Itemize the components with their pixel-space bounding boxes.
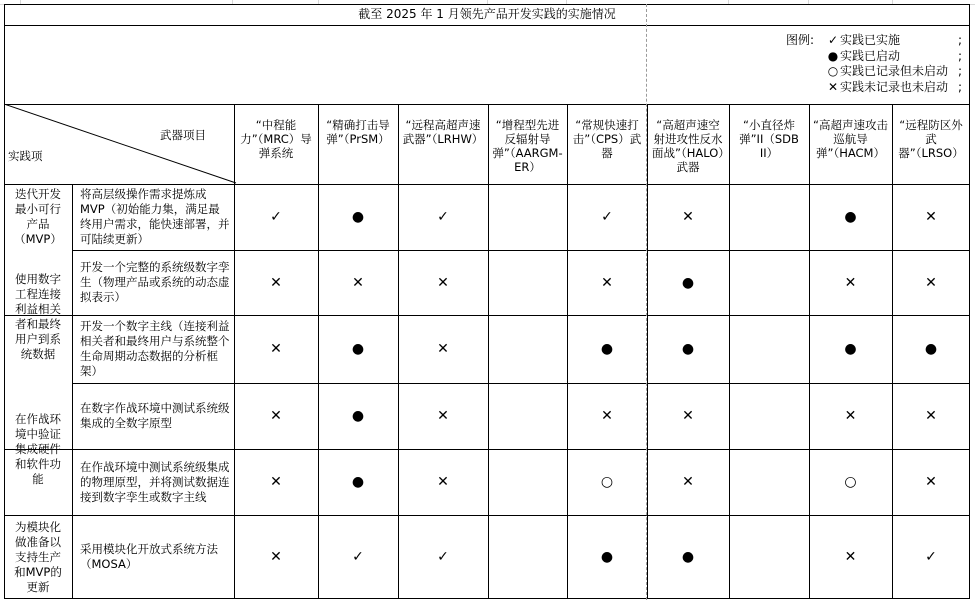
weapon-header: “远程防区外武器”（LRSO） (898, 118, 964, 160)
cross-icon: ✕ (270, 474, 282, 490)
legend-text: 实践未记录也未启动 (840, 79, 949, 94)
filled-circle-icon: ● (681, 274, 695, 291)
cross-icon: ✕ (925, 274, 937, 291)
cross-icon: ✕ (270, 549, 282, 565)
cross-icon: ✕ (437, 274, 449, 291)
page-break-marker (646, 4, 647, 600)
filled-circle-icon: ● (351, 209, 365, 225)
practice-description: 采用模块化开放式系统方法（MOSA） (80, 542, 218, 571)
cross-icon: ✕ (682, 408, 694, 424)
open-circle-icon: ○ (844, 474, 857, 490)
cross-icon: ✕ (925, 209, 937, 225)
cross-icon: ✕ (270, 274, 282, 291)
legend-text: 实践已启动 (840, 48, 901, 63)
check-icon: ✓ (437, 549, 449, 565)
cross-icon: ✕ (844, 408, 857, 424)
filled-circle-icon: ● (351, 341, 365, 357)
weapons-axis-label: 武器项目 (160, 128, 206, 142)
cross-icon: ✕ (682, 474, 694, 490)
practice-category: 使用数字工程连接利益相关者和最终用户到系统数据 (15, 271, 61, 361)
legend-cross-icon: ✕ (827, 79, 839, 94)
empty-cell (488, 383, 567, 449)
check-icon: ✓ (270, 209, 282, 225)
cross-icon: ✕ (844, 549, 857, 565)
legend-check-icon: ✓ (827, 33, 839, 47)
empty-cell (729, 383, 809, 449)
empty-cell (488, 250, 567, 315)
practice-description: 开发一个完整的系统级数字孪生（物理产品或系统的动态虚拟表示） (80, 260, 230, 304)
legend-filled-circle-icon: ● (827, 48, 839, 63)
legend-row: ○ 实践已记录但未启动 ; (827, 64, 963, 78)
check-icon: ✓ (352, 549, 364, 565)
check-icon: ✓ (925, 549, 937, 565)
empty-cell (488, 449, 567, 515)
practice-description: 将高层级操作需求提炼成MVP（初始能力集，满足最终用户需求，能快速部署，并可陆续更新） (80, 187, 230, 246)
filled-circle-icon: ● (681, 549, 695, 565)
legend-row: ✕ 实践未记录也未启动 ; (827, 79, 963, 94)
legend-open-circle-icon: ○ (827, 64, 839, 78)
weapon-header: “增程型先进反辐射导弹”（AARGM-ER） (492, 118, 563, 174)
weapon-header: “常规快速打击”（CPS）武器 (572, 118, 642, 160)
legend (786, 33, 966, 95)
legend-text: 实践已记录但未启动 (840, 64, 949, 78)
filled-circle-icon: ● (351, 408, 365, 424)
empty-cell (729, 315, 809, 383)
practice-description: 在数字作战环境中测试系统级集成的全数字原型 (80, 401, 230, 430)
filled-circle-icon: ● (351, 474, 365, 490)
check-icon: ✓ (601, 209, 613, 225)
cross-icon: ✕ (437, 408, 449, 424)
table-title: 截至 2025 年 1 月领先产品开发实践的实施情况 (4, 4, 970, 26)
empty-cell (729, 515, 809, 599)
weapon-header: “小直径炸弹”II（SDB II） (739, 118, 799, 160)
empty-cell (488, 515, 567, 599)
practice-description: 在作战环境中测试系统级集成的物理原型，并将测试数据连接到数字孪生或数字主线 (80, 459, 230, 504)
weapon-header: “中程能力”（MRC）导弹系统 (240, 118, 312, 160)
header-diagonal-line (4, 104, 237, 184)
practice-category: 在作战环境中验证集成硬件和软件功能 (15, 411, 61, 486)
legend-text: 实践已实施 (840, 33, 901, 47)
cross-icon: ✕ (270, 341, 282, 357)
cross-icon: ✕ (352, 274, 364, 291)
empty-cell (729, 449, 809, 515)
filled-circle-icon: ● (600, 549, 614, 565)
cross-icon: ✕ (601, 408, 613, 424)
check-icon: ✓ (437, 209, 449, 225)
open-circle-icon: ○ (600, 474, 614, 490)
empty-cell (488, 184, 567, 250)
cross-icon: ✕ (844, 274, 857, 291)
filled-circle-icon: ● (600, 341, 614, 357)
practice-axis-label: 实践项 (8, 149, 43, 163)
weapon-header: “精确打击导弹”（PrSM） (326, 118, 390, 146)
practice-category: 为模块化做准备以支持生产和MVP的更新 (14, 519, 62, 594)
cross-icon: ✕ (601, 274, 613, 291)
cross-icon: ✕ (437, 341, 449, 357)
practice-description: 开发一个数字主线（连接利益相关者和最终用户与系统整个生命周期动态数据的分析框架） (80, 319, 230, 378)
filled-circle-icon: ● (924, 341, 938, 357)
filled-circle-icon: ● (844, 209, 857, 225)
legend-row: 图例: ✓ 实践已实施 ; (786, 33, 963, 47)
empty-cell (729, 184, 809, 250)
cross-icon: ✕ (925, 474, 937, 490)
empty-cell (488, 315, 567, 383)
header-top-rule (4, 104, 970, 105)
cross-icon: ✕ (270, 408, 282, 424)
weapon-header: “高超声速攻击巡航导弹”（HACM） (813, 118, 888, 160)
cross-icon: ✕ (437, 474, 449, 490)
legend-label: 图例: (786, 33, 815, 47)
filled-circle-icon: ● (681, 341, 695, 357)
weapon-header: “高超声速空射进攻性反水面战”（HALO）武器 (651, 118, 725, 174)
weapon-header: “远程高超声速武器”（LRHW） (402, 118, 484, 146)
cross-icon: ✕ (925, 408, 937, 424)
filled-circle-icon: ● (844, 341, 857, 357)
cross-icon: ✕ (682, 209, 694, 225)
practice-category: 迭代开发最小可行产品（MVP） (14, 187, 62, 246)
empty-cell (729, 250, 809, 315)
legend-row: ● 实践已启动 ; (827, 48, 963, 63)
